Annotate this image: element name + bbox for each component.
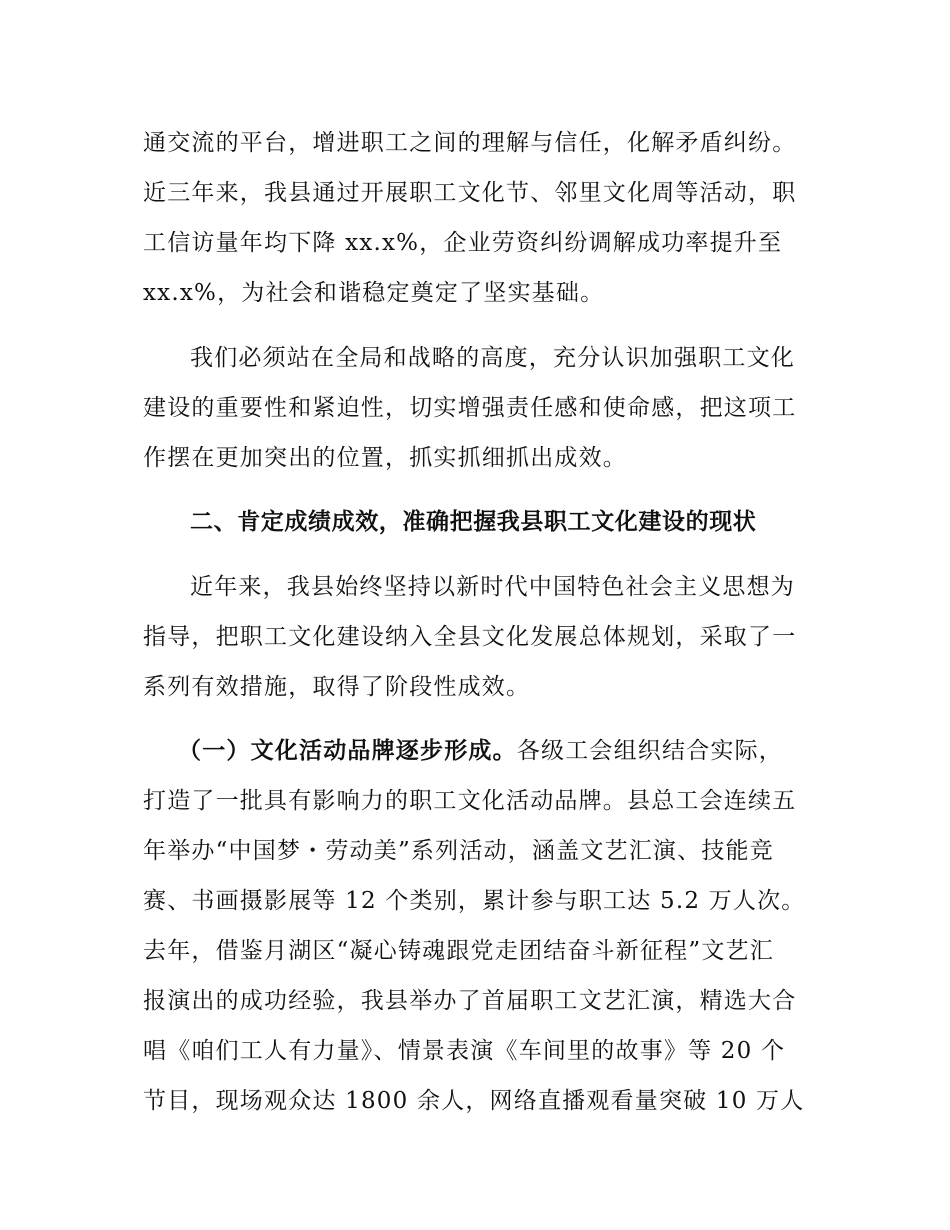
paragraph-line: 作摆在更加突出的位置，抓实抓细抓出成效。 <box>143 445 627 471</box>
paragraph-line: 年举办“中国梦・劳动美”系列活动，涵盖文艺汇演、技能竞 <box>143 838 774 864</box>
paragraph-line: 系列有效措施，取得了阶段性成效。 <box>143 674 531 700</box>
paragraph-line: 我们必须站在全局和战略的高度，充分认识加强职工文化 <box>190 345 795 371</box>
paragraph-line: 工信访量年均下降 xx.x%，企业劳资纠纷调解成功率提升至 <box>143 230 783 256</box>
paragraph-line: 唱《咱们工人有力量》、情景表演《车间里的故事》等 20 个 <box>143 1038 786 1064</box>
section-heading: 二、肯定成绩成效，准确把握我县职工文化建设的现状 <box>190 509 757 535</box>
paragraph-line: 去年，借鉴月湖区“凝心铸魂跟党走团结奋斗新征程”文艺汇 <box>143 938 774 964</box>
paragraph-line: 近年来，我县始终坚持以新时代中国特色社会主义思想为 <box>190 574 795 600</box>
paragraph-first-line <box>178 736 848 766</box>
paragraph-line: 通交流的平台，增进职工之间的理解与信任，化解矛盾纠纷。 <box>143 130 797 156</box>
paragraph-line: xx.x%，为社会和谐稳定奠定了坚实基础。 <box>143 280 605 306</box>
paragraph-line: 节目，现场观众达 1800 余人，网络直播观看量突破 10 万人 <box>143 1088 805 1114</box>
paragraph-line: 建设的重要性和紧迫性，切实增强责任感和使命感，把这项工 <box>143 395 797 421</box>
paragraph-text: 各级工会组织结合实际， <box>516 738 784 764</box>
paragraph-line: 近三年来，我县通过开展职工文化节、邻里文化周等活动，职 <box>143 180 797 206</box>
paragraph-line: 报演出的成功经验，我县举办了首届职工文艺汇演，精选大合 <box>143 988 797 1014</box>
paragraph-line: 赛、书画摄影展等 12 个类别，累计参与职工达 5.2 万人次。 <box>143 888 806 914</box>
subsection-lead: （一）文化活动品牌逐步形成。 <box>178 738 517 764</box>
paragraph-line: 指导，把职工文化建设纳入全县文化发展总体规划，采取了一 <box>143 624 797 650</box>
paragraph-line: 打造了一批具有影响力的职工文化活动品牌。县总工会连续五 <box>143 788 797 814</box>
